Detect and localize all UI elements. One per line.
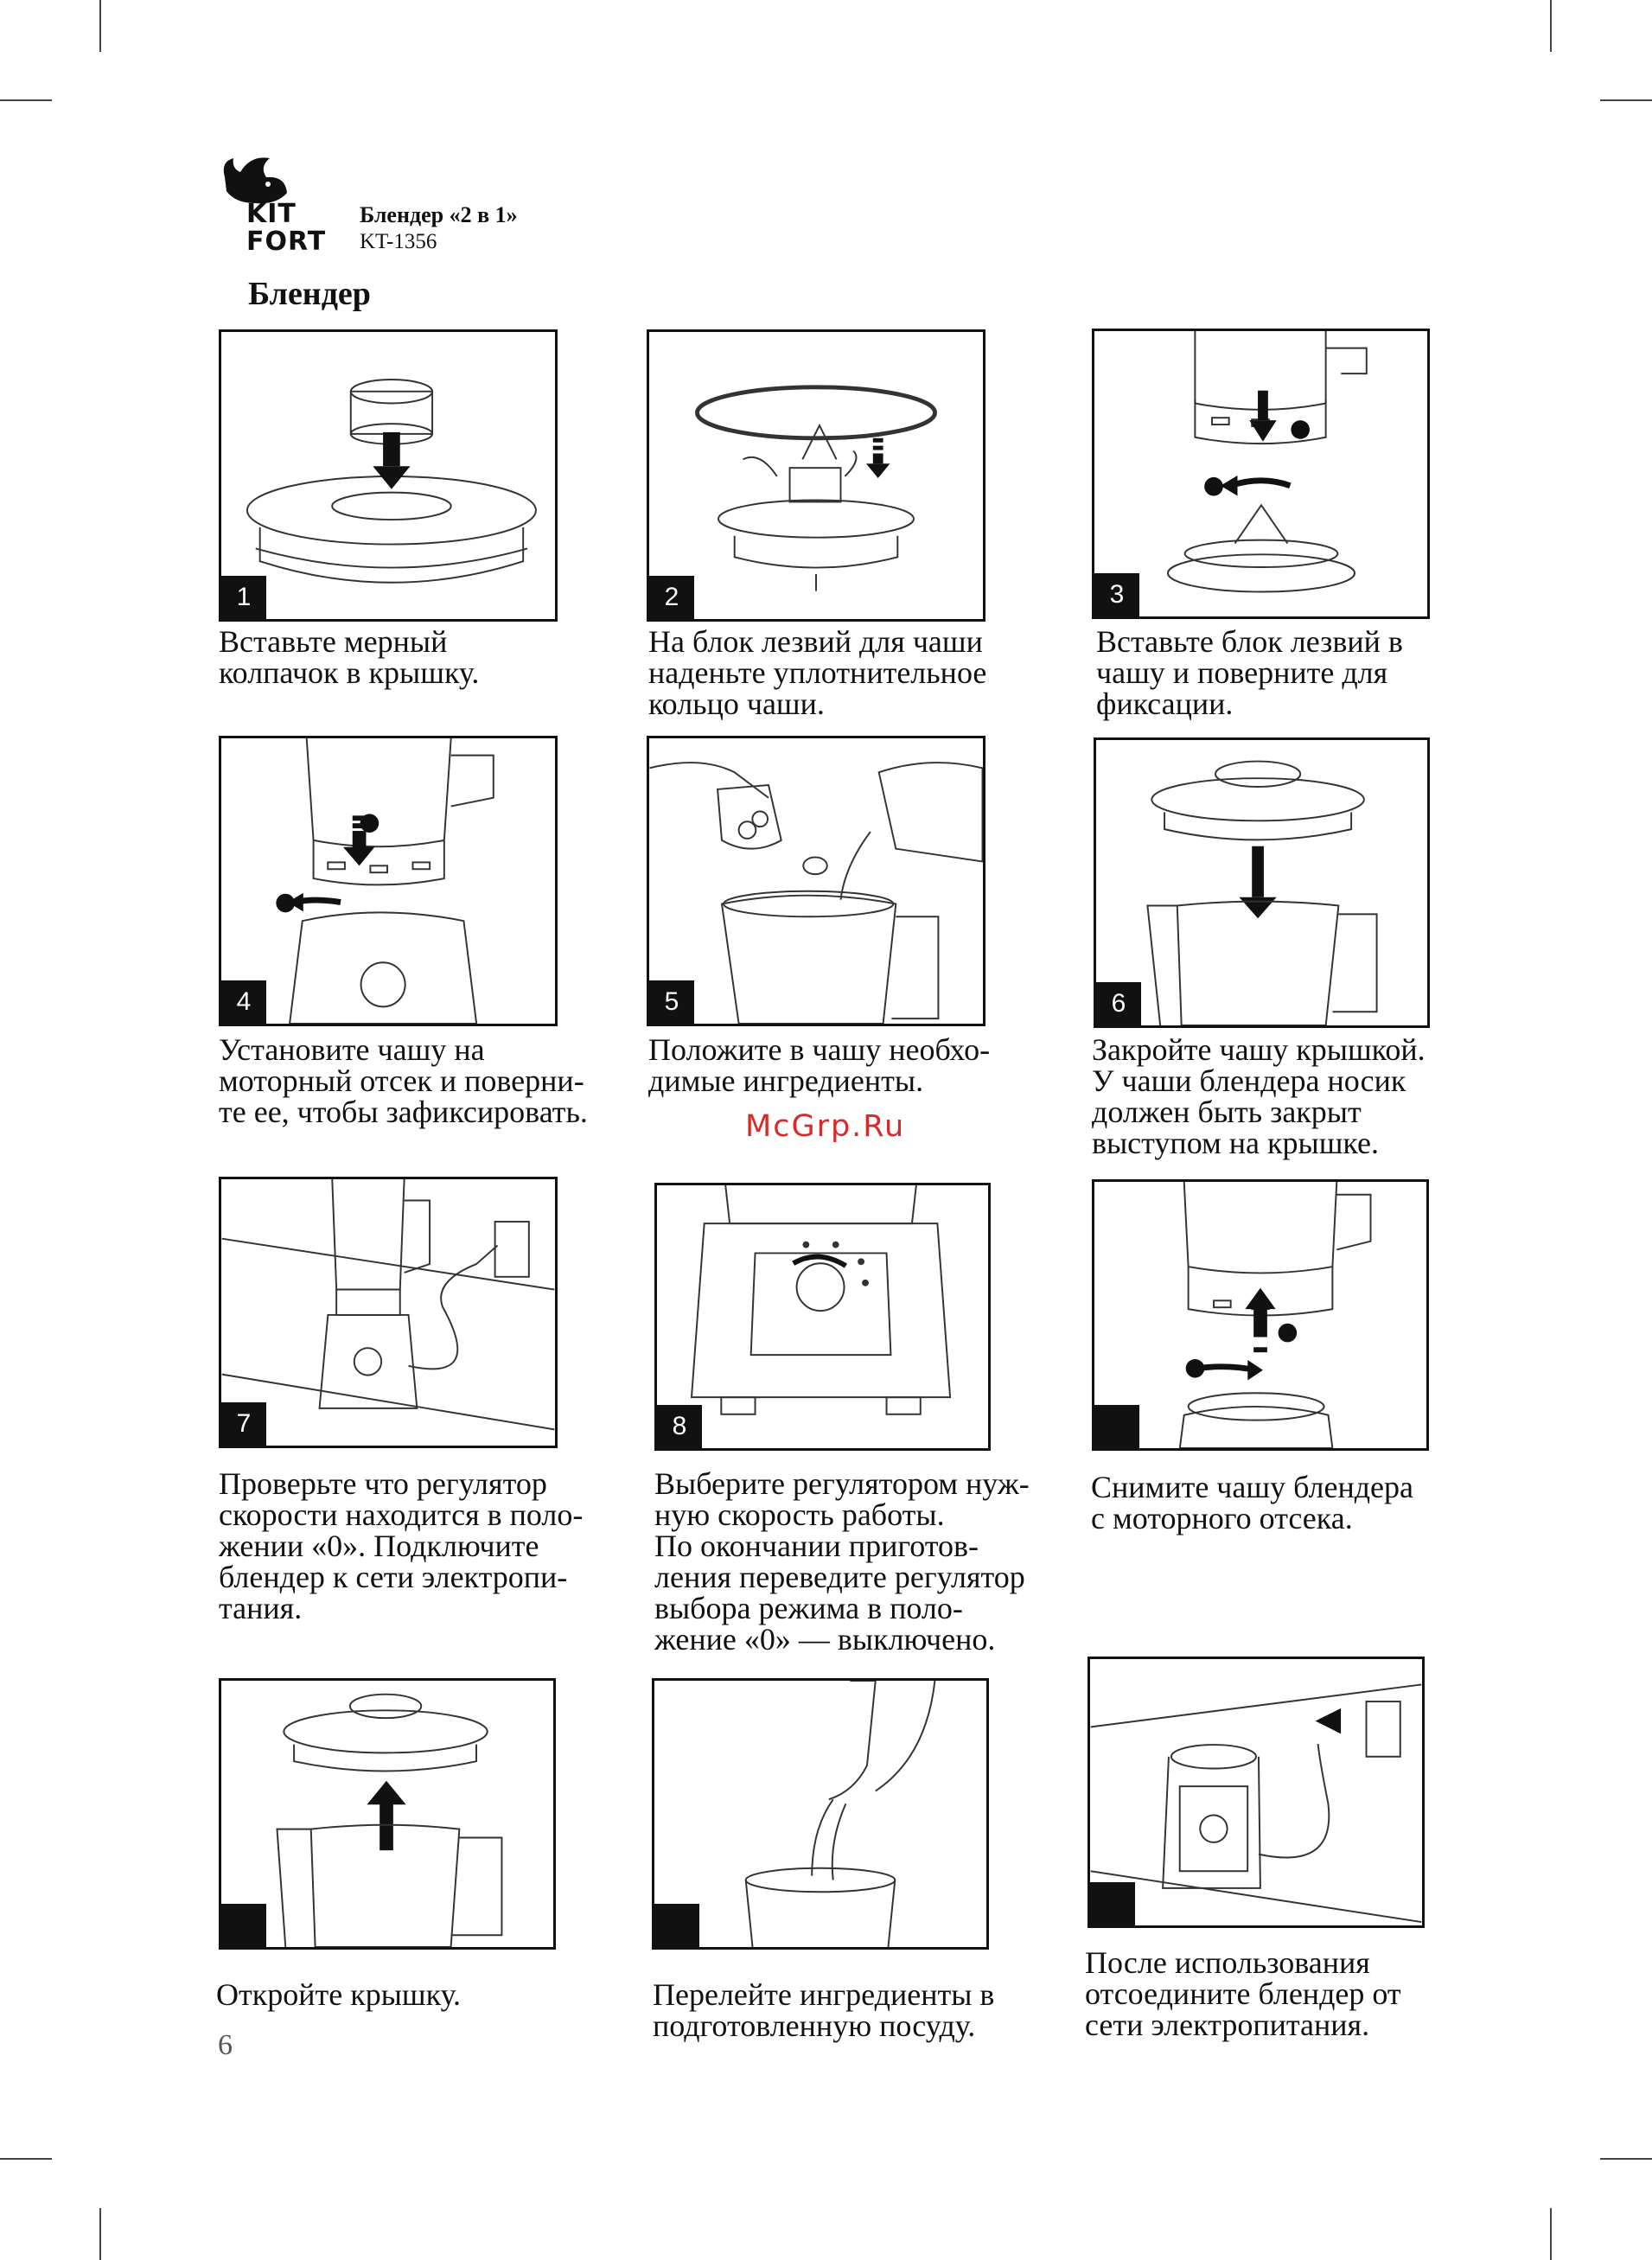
caption-line: должен быть закрыт — [1092, 1095, 1362, 1129]
page-number: 6 — [218, 2029, 233, 2061]
measuring-cap-lid-drawing — [221, 332, 555, 619]
watermark: McGrp.Ru — [745, 1109, 906, 1144]
step-caption — [1085, 1947, 1465, 2040]
brand-name — [246, 201, 326, 256]
caption-line: колпачок в крышку. — [219, 655, 480, 690]
step-illustration — [647, 329, 985, 622]
caption-line: У чаши блендера носик — [1092, 1063, 1406, 1098]
caption-line: наденьте уплотнительное — [648, 655, 987, 690]
step-number — [654, 1904, 699, 1947]
caption-line: На блок лезвий для чаши — [648, 624, 983, 659]
caption-line: моторный отсек и поверни- — [219, 1063, 584, 1098]
step-number — [221, 1904, 266, 1947]
crop-mark — [1600, 99, 1652, 101]
step-caption — [653, 1979, 1033, 2041]
mount-jar-drawing — [221, 738, 555, 1024]
step-illustration — [647, 736, 985, 1026]
caption-line: сети электропитания. — [1085, 2008, 1370, 2042]
step-number: 2 — [649, 576, 694, 619]
caption-line: Вставьте мерный — [219, 624, 448, 659]
caption-line: Откройте крышку. — [216, 1977, 461, 2012]
caption-line: Установите чашу на — [219, 1032, 485, 1067]
step-number: 8 — [657, 1405, 702, 1448]
brand-line: FORT — [246, 227, 327, 257]
unplug-drawing — [1090, 1659, 1422, 1925]
step-illustration — [1092, 329, 1430, 619]
step-illustration — [219, 329, 558, 622]
caption-line: Закройте чашу крышкой. — [1092, 1032, 1426, 1067]
section-title: Блендер — [248, 276, 371, 312]
plug-in-drawing — [221, 1179, 555, 1446]
step-number — [1094, 1405, 1139, 1448]
caption-line: Перелейте ингредиенты в — [653, 1977, 995, 2012]
document-title: Блендер «2 в 1» — [360, 202, 518, 227]
step-caption — [219, 626, 564, 688]
caption-line: Проверьте что регулятор — [219, 1466, 547, 1501]
speed-dial-drawing — [657, 1185, 988, 1448]
crop-mark — [99, 0, 101, 52]
step-caption — [219, 1468, 612, 1624]
crop-mark — [99, 2208, 101, 2260]
step-caption — [1091, 1472, 1463, 1534]
insert-blade-drawing — [1094, 331, 1427, 616]
step-illustration — [1092, 1179, 1429, 1451]
caption-line: чашу и поверните для — [1096, 655, 1388, 690]
step-caption — [216, 1979, 579, 2010]
close-lid-drawing — [1096, 740, 1427, 1025]
step-caption — [219, 1034, 625, 1127]
step-illustration — [219, 1177, 558, 1448]
caption-line: ную скорость работы. — [654, 1497, 945, 1532]
pour-drawing — [654, 1681, 986, 1947]
step-illustration — [219, 1678, 556, 1950]
blade-seal-drawing — [649, 332, 983, 619]
step-number: 7 — [221, 1402, 266, 1446]
caption-line: димые ингредиенты. — [648, 1063, 924, 1098]
remove-jar-drawing — [1094, 1182, 1426, 1448]
step-number: 1 — [221, 576, 266, 619]
crop-mark — [0, 99, 52, 101]
caption-line: тания. — [219, 1591, 303, 1625]
caption-line: ления переведите регулятор — [654, 1560, 1025, 1594]
step-number: 6 — [1096, 982, 1141, 1025]
caption-line: Вставьте блок лезвий в — [1096, 624, 1403, 659]
step-number: 5 — [649, 980, 694, 1024]
crop-mark — [0, 2158, 52, 2160]
caption-line: По окончании приготов- — [654, 1529, 979, 1563]
step-illustration — [1088, 1657, 1425, 1928]
step-illustration — [652, 1678, 989, 1950]
step-caption — [1096, 626, 1459, 719]
step-illustration — [1094, 737, 1430, 1028]
caption-line: отсоедините блендер от — [1085, 1976, 1401, 2011]
caption-line: жение «0» — выключено. — [654, 1622, 996, 1657]
caption-line: Снимите чашу блендера — [1091, 1470, 1414, 1504]
step-caption — [1092, 1034, 1472, 1159]
add-ingredients-drawing — [649, 738, 983, 1024]
step-number: 3 — [1094, 573, 1139, 616]
caption-line: скорости находится в поло- — [219, 1497, 584, 1532]
brand-line: KIT — [246, 199, 297, 229]
caption-line: те ее, чтобы зафиксировать. — [219, 1095, 588, 1129]
caption-line: После использования — [1085, 1945, 1370, 1980]
step-caption — [654, 1468, 1039, 1655]
step-illustration — [654, 1183, 991, 1451]
step-number — [1090, 1882, 1135, 1925]
caption-line: фиксации. — [1096, 686, 1234, 721]
crop-mark — [1550, 0, 1552, 52]
caption-line: Выберите регулятором нуж- — [654, 1466, 1030, 1501]
open-lid-drawing — [221, 1681, 553, 1947]
caption-line: с моторного отсека. — [1091, 1501, 1353, 1535]
step-number: 4 — [221, 980, 266, 1024]
step-illustration — [219, 736, 558, 1026]
caption-line: Положите в чашу необхо- — [648, 1032, 991, 1067]
step-caption — [648, 626, 1029, 719]
caption-line: подготовленную посуду. — [653, 2008, 976, 2043]
caption-line: выступом на крышке. — [1092, 1126, 1379, 1160]
caption-line: кольцо чаши. — [648, 686, 825, 721]
caption-line: блендер к сети электропи- — [219, 1560, 568, 1594]
crop-mark — [1600, 2158, 1652, 2160]
caption-line: жении «0». Подключите — [219, 1529, 539, 1563]
step-caption — [648, 1034, 1029, 1096]
caption-line: выбора режима в поло- — [654, 1591, 963, 1625]
document-model: KT-1356 — [360, 230, 437, 253]
crop-mark — [1550, 2208, 1552, 2260]
